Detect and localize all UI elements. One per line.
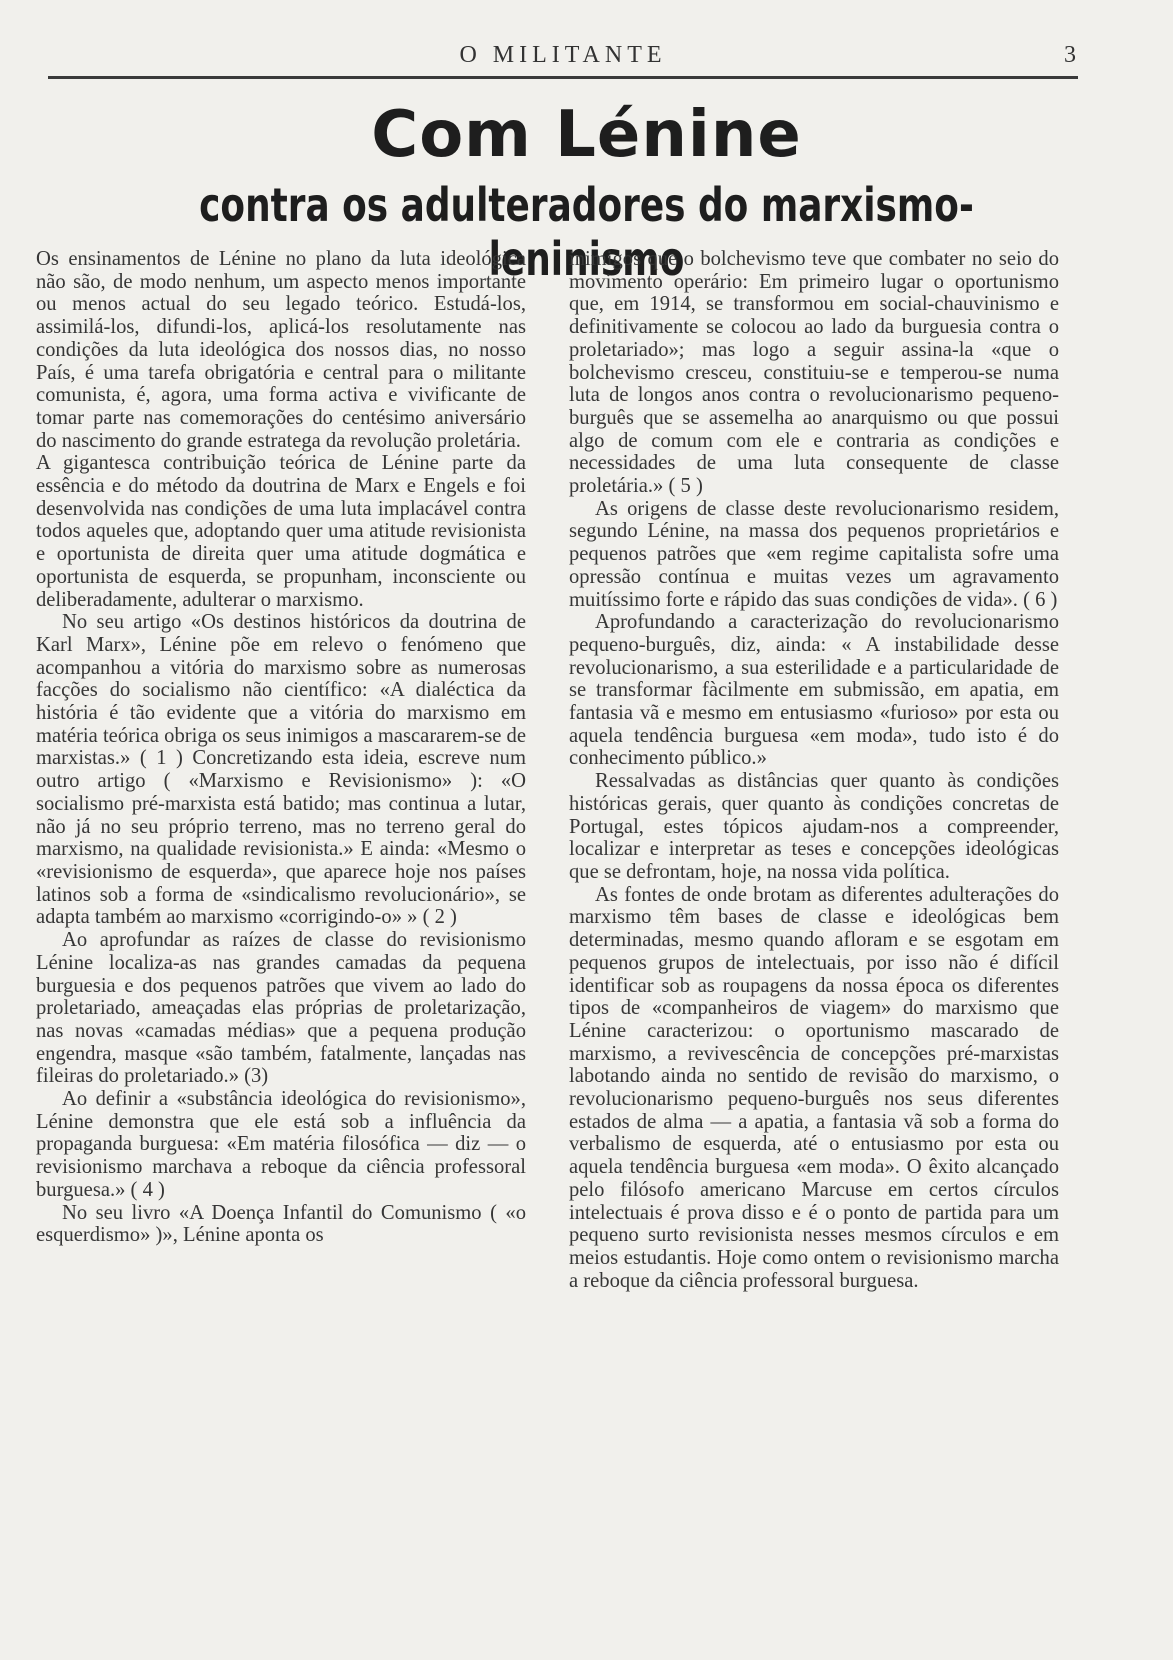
paragraph: Ao definir a «substância ideológica do revisionismo», Lénine demonstra que ele está sob a influência da propaganda burguesa: «Em matéria filosófica — diz — o revisionismo marchava a reboque da ciência professoral burguesa.» ( 4 ): [36, 1088, 526, 1201]
right-column: [569, 248, 1059, 1292]
paragraph: No seu artigo «Os destinos históricos da doutrina de Karl Marx», Lénine põe em relevo o fenómeno que acompanhou a vitória do marxismo sobre as numerosas facções do socialismo não científico: «A dialéctica da história é tão evidente que a vitória do marxismo em matéria teórica obriga os seus inimigos a mascararem-se de marxistas.» ( 1 ) Concretizando esta ideia, escreve num outro artigo ( «Marxismo e Revisionismo» ): «O socialismo pré-marxista está batido; mas continua a lutar, não já no seu próprio terreno, mas no terreno geral do marxismo, na qualidade revisionista.» E ainda: «Mesmo o «revisionismo de esquerda», que aparece hoje nos países latinos sob a forma de «sindicalismo revolucionário», se adapta também ao marxismo «corrigindo-o» » ( 2 ): [36, 611, 526, 929]
article-headline: Com Lénine: [371, 98, 802, 172]
paragraph: A gigantesca contribuição teórica de Lénine parte da essência e do método da doutrina de Marx e Engels e foi desenvolvida nas condições de uma luta implacável contra todos aqueles que, adoptando quer uma atitude revisionista e oportunista de direita quer uma atitude dogmática e oportunista de esquerda, se propunham, inconsciente ou deliberadamente, adulterar o marxismo.: [36, 452, 526, 611]
paragraph: Aprofundando a caracterização do revolucionarismo pequeno-burguês, diz, ainda: « A instabilidade desse revolucionarismo, a sua esterilidade e a particularidade de se transformar fàcilmente em submissão, em apatia, em fantasia vã e mesmo em entusiasmo «furioso» por esta ou aquela tendência burguesa «em moda», tudo isto é do conhecimento público.»: [569, 611, 1059, 770]
publication-title: O MILITANTE: [459, 42, 667, 68]
paragraph: As fontes de onde brotam as diferentes adulterações do marxismo têm bases de classe e ideológicas bem determinadas, mesmo quando afloram e se esgotam em pequenos grupos de intelectuais, por isso não é difícil identificar sob as roupagens da nossa época os diferentes tipos de «companheiros de viagem» do marxismo que Lénine caracterizou: o oportunismo mascarado de marxismo, a revivescência de concepções pré-marxistas labotando ainda no sentido de revisão do marxismo, o revolucionarismo pequeno-burguês nos seus diferentes estados de alma — a apatia, a fantasia vã sob a forma do verbalismo de esquerda, até o entusiasmo por esta ou aquela tendência burguesa «em moda». O êxito alcançado pelo filósofo americano Marcuse em certos círculos intelectuais é prova disso e é o ponto de partida para um pequeno surto revisionista nesses mesmos círculos e em meios estudantis. Hoje como ontem o revisionismo marcha a reboque da ciência professoral burguesa.: [569, 883, 1059, 1292]
page-number: 3: [1064, 42, 1076, 68]
paragraph: As origens de classe deste revolucionarismo residem, segundo Lénine, na massa dos pequenos proprietários e pequenos patrões que «em regime capitalista sofre uma opressão contínua e muitas vezes um agravamento muitíssimo forte e rápido das suas condições de vida». ( 6 ): [569, 497, 1059, 611]
masthead: [48, 40, 1078, 79]
paragraph: Os ensinamentos de Lénine no plano da luta ideológica não são, de modo nenhum, um aspecto menos importante ou menos actual do seu legado teórico. Estudá-los, assimilá-los, difundi-los, aplicá-los resolutamente nas condições da luta ideológica dos nossos dias, no nosso País, é uma tarefa obrigatória e central para o militante comunista, é, agora, uma forma activa e vivificante de tomar parte nas comemorações do centésimo aniversário do nascimento do grande estratega da revolução proletária.: [36, 248, 526, 452]
left-column: [36, 248, 526, 1247]
paragraph: No seu livro «A Doença Infantil do Comunismo ( «o esquerdismo» )», Lénine aponta os: [36, 1201, 526, 1247]
paragraph: Ressalvadas as distâncias quer quanto às condições históricas gerais, quer quanto às condições concretas de Portugal, estes tópicos ajudam-nos a compreender, localizar e interpretar as teses e concepções ideológicas que se defrontam, hoje, na nossa vida política.: [569, 770, 1059, 883]
article-subheadline: contra os adulteradores do marxismo-leninismo: [199, 178, 974, 286]
paragraph: inimigos que o bolchevismo teve que combater no seio do movimento operário: Em primeiro lugar o oportunismo que, em 1914, se transformou em social-chauvinismo e definitivamente se colocou ao lado da burguesia contra o proletariado»; mas logo a seguir assina-la «que o bolchevismo cresceu, constituiu-se e temperou-se numa luta de longos anos contra o revolucionarismo pequeno-burguês que se assemelha ao anarquismo ou que possui algo de comum com ele e contraria as condições e necessidades de uma luta consequente de classe proletária.» ( 5 ): [569, 248, 1059, 498]
paragraph: Ao aprofundar as raízes de classe do revisionismo Lénine localiza-as nas grandes camadas da pequena burguesia e dos pequenos patrões que vivem ao lado do proletariado, ameaçadas elas próprias de proletarização, nas novas «camadas médias» que a pequena produção engendra, masque «são também, fatalmente, lançadas nas fileiras do proletariado.» (3): [36, 929, 526, 1088]
